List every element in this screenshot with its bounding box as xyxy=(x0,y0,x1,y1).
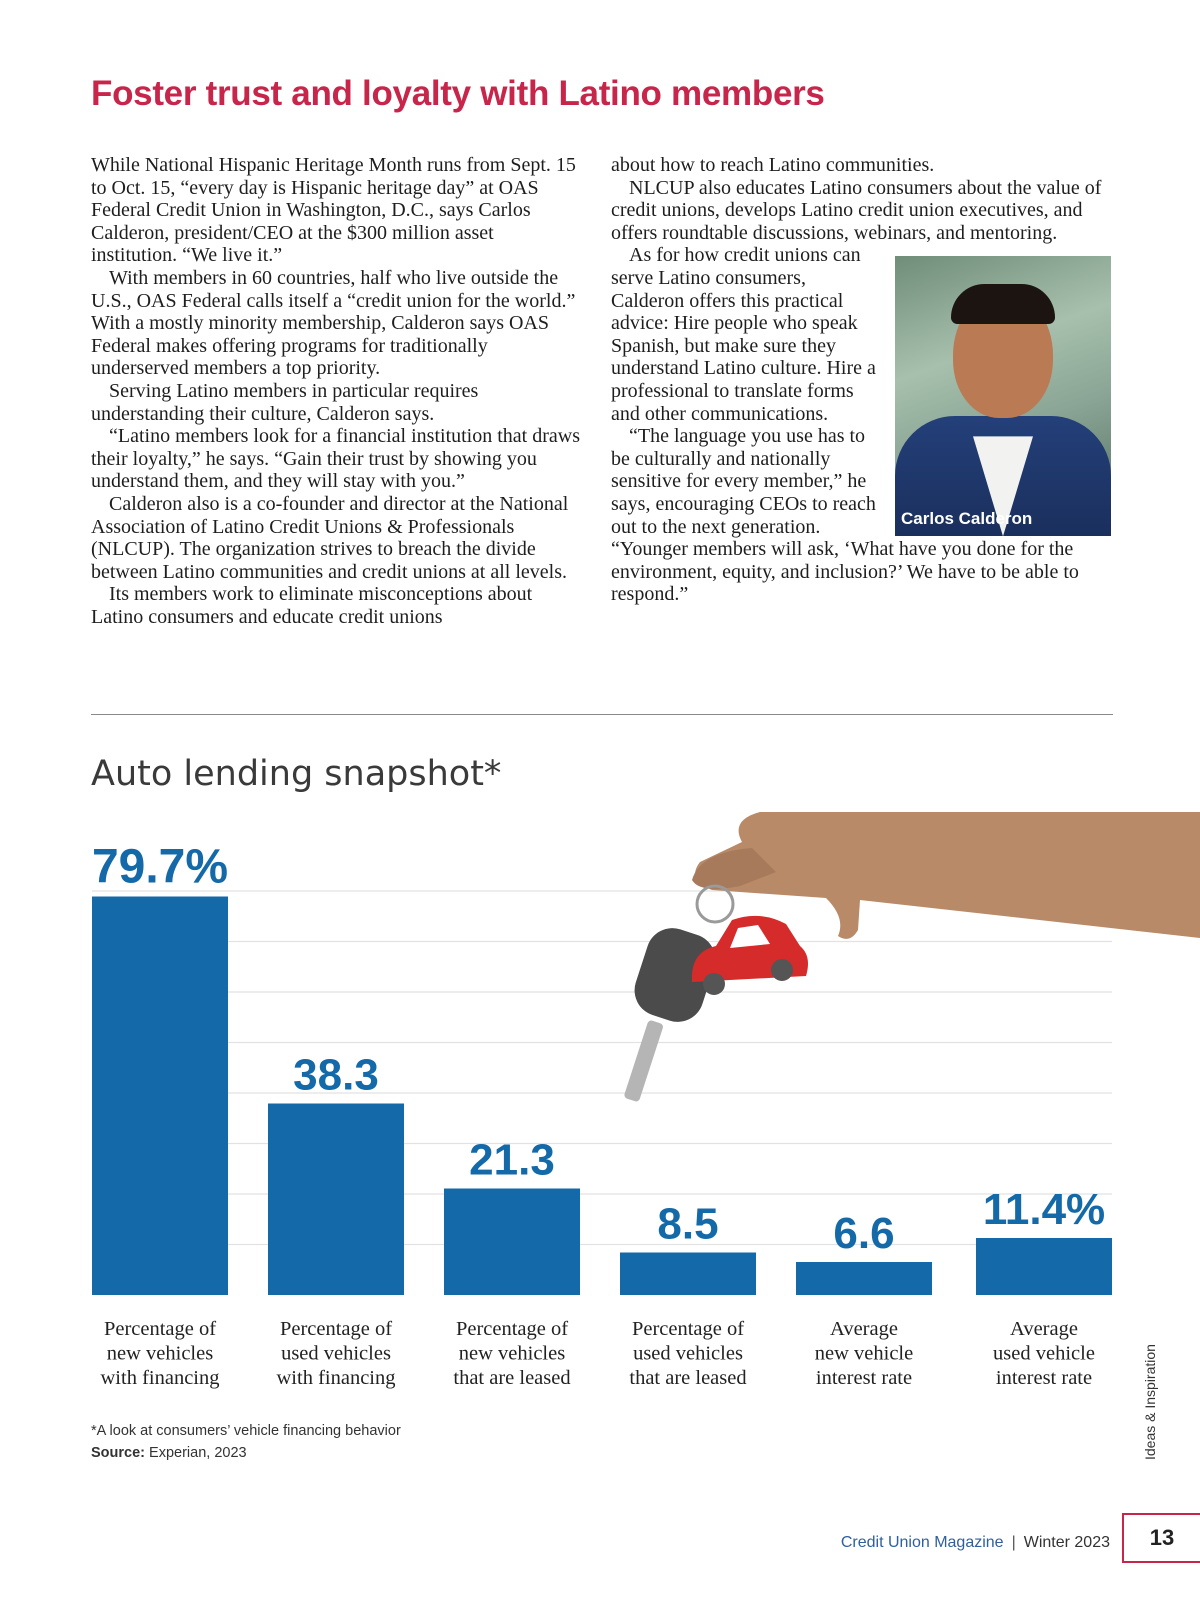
paragraph: about how to reach Latino communities. xyxy=(611,154,935,176)
paragraph: While National Hispanic Heritage Month runs from Sept. 15 to Oct. 15, “every day is Hispanic heritage day” at OAS Federal Credit Union in Washington, D.C., says Carlos Calderon, president/CEO at the $300 million asset institution. “We live it.” xyxy=(91,154,576,267)
footer-separator: | xyxy=(1011,1534,1016,1551)
category-label: used vehicles xyxy=(281,1342,391,1365)
bar xyxy=(444,1189,580,1296)
category-label: used vehicle xyxy=(993,1342,1095,1365)
category-label: Percentage of xyxy=(279,1318,393,1340)
paragraph: Serving Latino members in particular requires understanding their culture, Calderon says. xyxy=(91,379,479,425)
category-label: Percentage of xyxy=(103,1318,217,1340)
paragraph: Calderon also is a co-founder and director at the National Association of Latino Credit Unions & Professionals (NLCUP). The organization strives to breach the divide between Latino communities and credit unions at all levels. xyxy=(91,492,569,583)
bar-value-label: 21.3 xyxy=(469,1135,555,1185)
car-keychain-icon xyxy=(692,916,808,995)
bar xyxy=(268,1104,404,1296)
paragraph: NLCUP also educates Latino consumers about the value of credit unions, develops Latino credit union executives, and offers roundtable discussions, webinars, and mentoring. xyxy=(611,176,1102,244)
key-blade-icon xyxy=(623,1019,664,1102)
category-label: that are leased xyxy=(629,1367,747,1389)
paragraph: Its members work to eliminate misconceptions about Latino consumers and educate credit unions xyxy=(91,583,533,628)
category-label: that are leased xyxy=(453,1367,571,1389)
category-label: new vehicle xyxy=(814,1342,914,1365)
bar xyxy=(92,897,228,1296)
category-label: new vehicles xyxy=(458,1342,566,1365)
bar-value-label: 8.5 xyxy=(657,1199,719,1249)
chart-gridlines xyxy=(92,891,1112,1245)
category-label: interest rate xyxy=(815,1367,913,1389)
category-label: with financing xyxy=(276,1367,396,1389)
bar-value-label: 79.7% xyxy=(91,840,229,894)
paragraph: With members in 60 countries, half who live outside the U.S., OAS Federal calls itself a “credit union for the world.” With a mostly minority membership, Calderon says OAS Federal makes offering programs for traditionally underserved members a top priority. xyxy=(91,266,576,380)
section-side-label: Ideas & Inspiration xyxy=(1142,1344,1158,1460)
category-label: Percentage of xyxy=(631,1318,745,1340)
category-label: interest rate xyxy=(995,1367,1093,1389)
footnote-source xyxy=(91,1442,401,1464)
source-label: Source: xyxy=(91,1445,145,1461)
paragraph: “The language you use has to be culturally and nationally sensitive for every member,” he says, encouraging CEOs to reach out to the next generation. “Younger members will ask, ‘What have you done for the environment, equity, and inclusion?’ We have to be able to respond.” xyxy=(611,425,1079,606)
footnote-note: *A look at consumers’ vehicle financing behavior xyxy=(91,1423,401,1439)
source-value: Experian, 2023 xyxy=(149,1445,247,1461)
chart-footnote xyxy=(91,1420,401,1464)
category-label: Percentage of xyxy=(455,1318,569,1340)
chart-title: Auto lending snapshot* xyxy=(91,754,502,794)
hand-holding-keys-illustration xyxy=(623,812,1200,1102)
category-label: Average xyxy=(830,1318,898,1340)
bar xyxy=(620,1253,756,1296)
chart-bars xyxy=(92,897,1112,1296)
page-footer xyxy=(841,1534,1110,1552)
article-title: Foster trust and loyalty with Latino members xyxy=(91,74,825,113)
bar-value-label: 38.3 xyxy=(293,1050,379,1100)
page-number: 13 xyxy=(1122,1513,1200,1563)
paragraph: As for how credit unions can serve Latino consumers, Calderon offers this practical advice: Hire people who speak Spanish, but make sure they understand Latino culture. Hire a professional to translate forms and other communications. xyxy=(611,244,876,425)
issue-date: Winter 2023 xyxy=(1023,1534,1110,1551)
magazine-name: Credit Union Magazine xyxy=(840,1534,1004,1551)
category-label: used vehicles xyxy=(633,1342,743,1365)
category-label: Average xyxy=(1010,1318,1078,1340)
bar-value-label: 6.6 xyxy=(833,1209,895,1258)
paragraph: “Latino members look for a financial institution that draws their loyalty,” he says. “Gain their trust by showing you understand them, and they will stay with you.” xyxy=(91,425,580,493)
bar-value-label: 11.4% xyxy=(982,1185,1106,1234)
bar xyxy=(796,1262,932,1295)
chart-category-labels xyxy=(101,1318,1095,1389)
photo-caption: Carlos Calderon xyxy=(901,508,1033,528)
category-label: new vehicles xyxy=(106,1342,214,1365)
bar xyxy=(976,1238,1112,1295)
category-label: with financing xyxy=(100,1367,220,1389)
